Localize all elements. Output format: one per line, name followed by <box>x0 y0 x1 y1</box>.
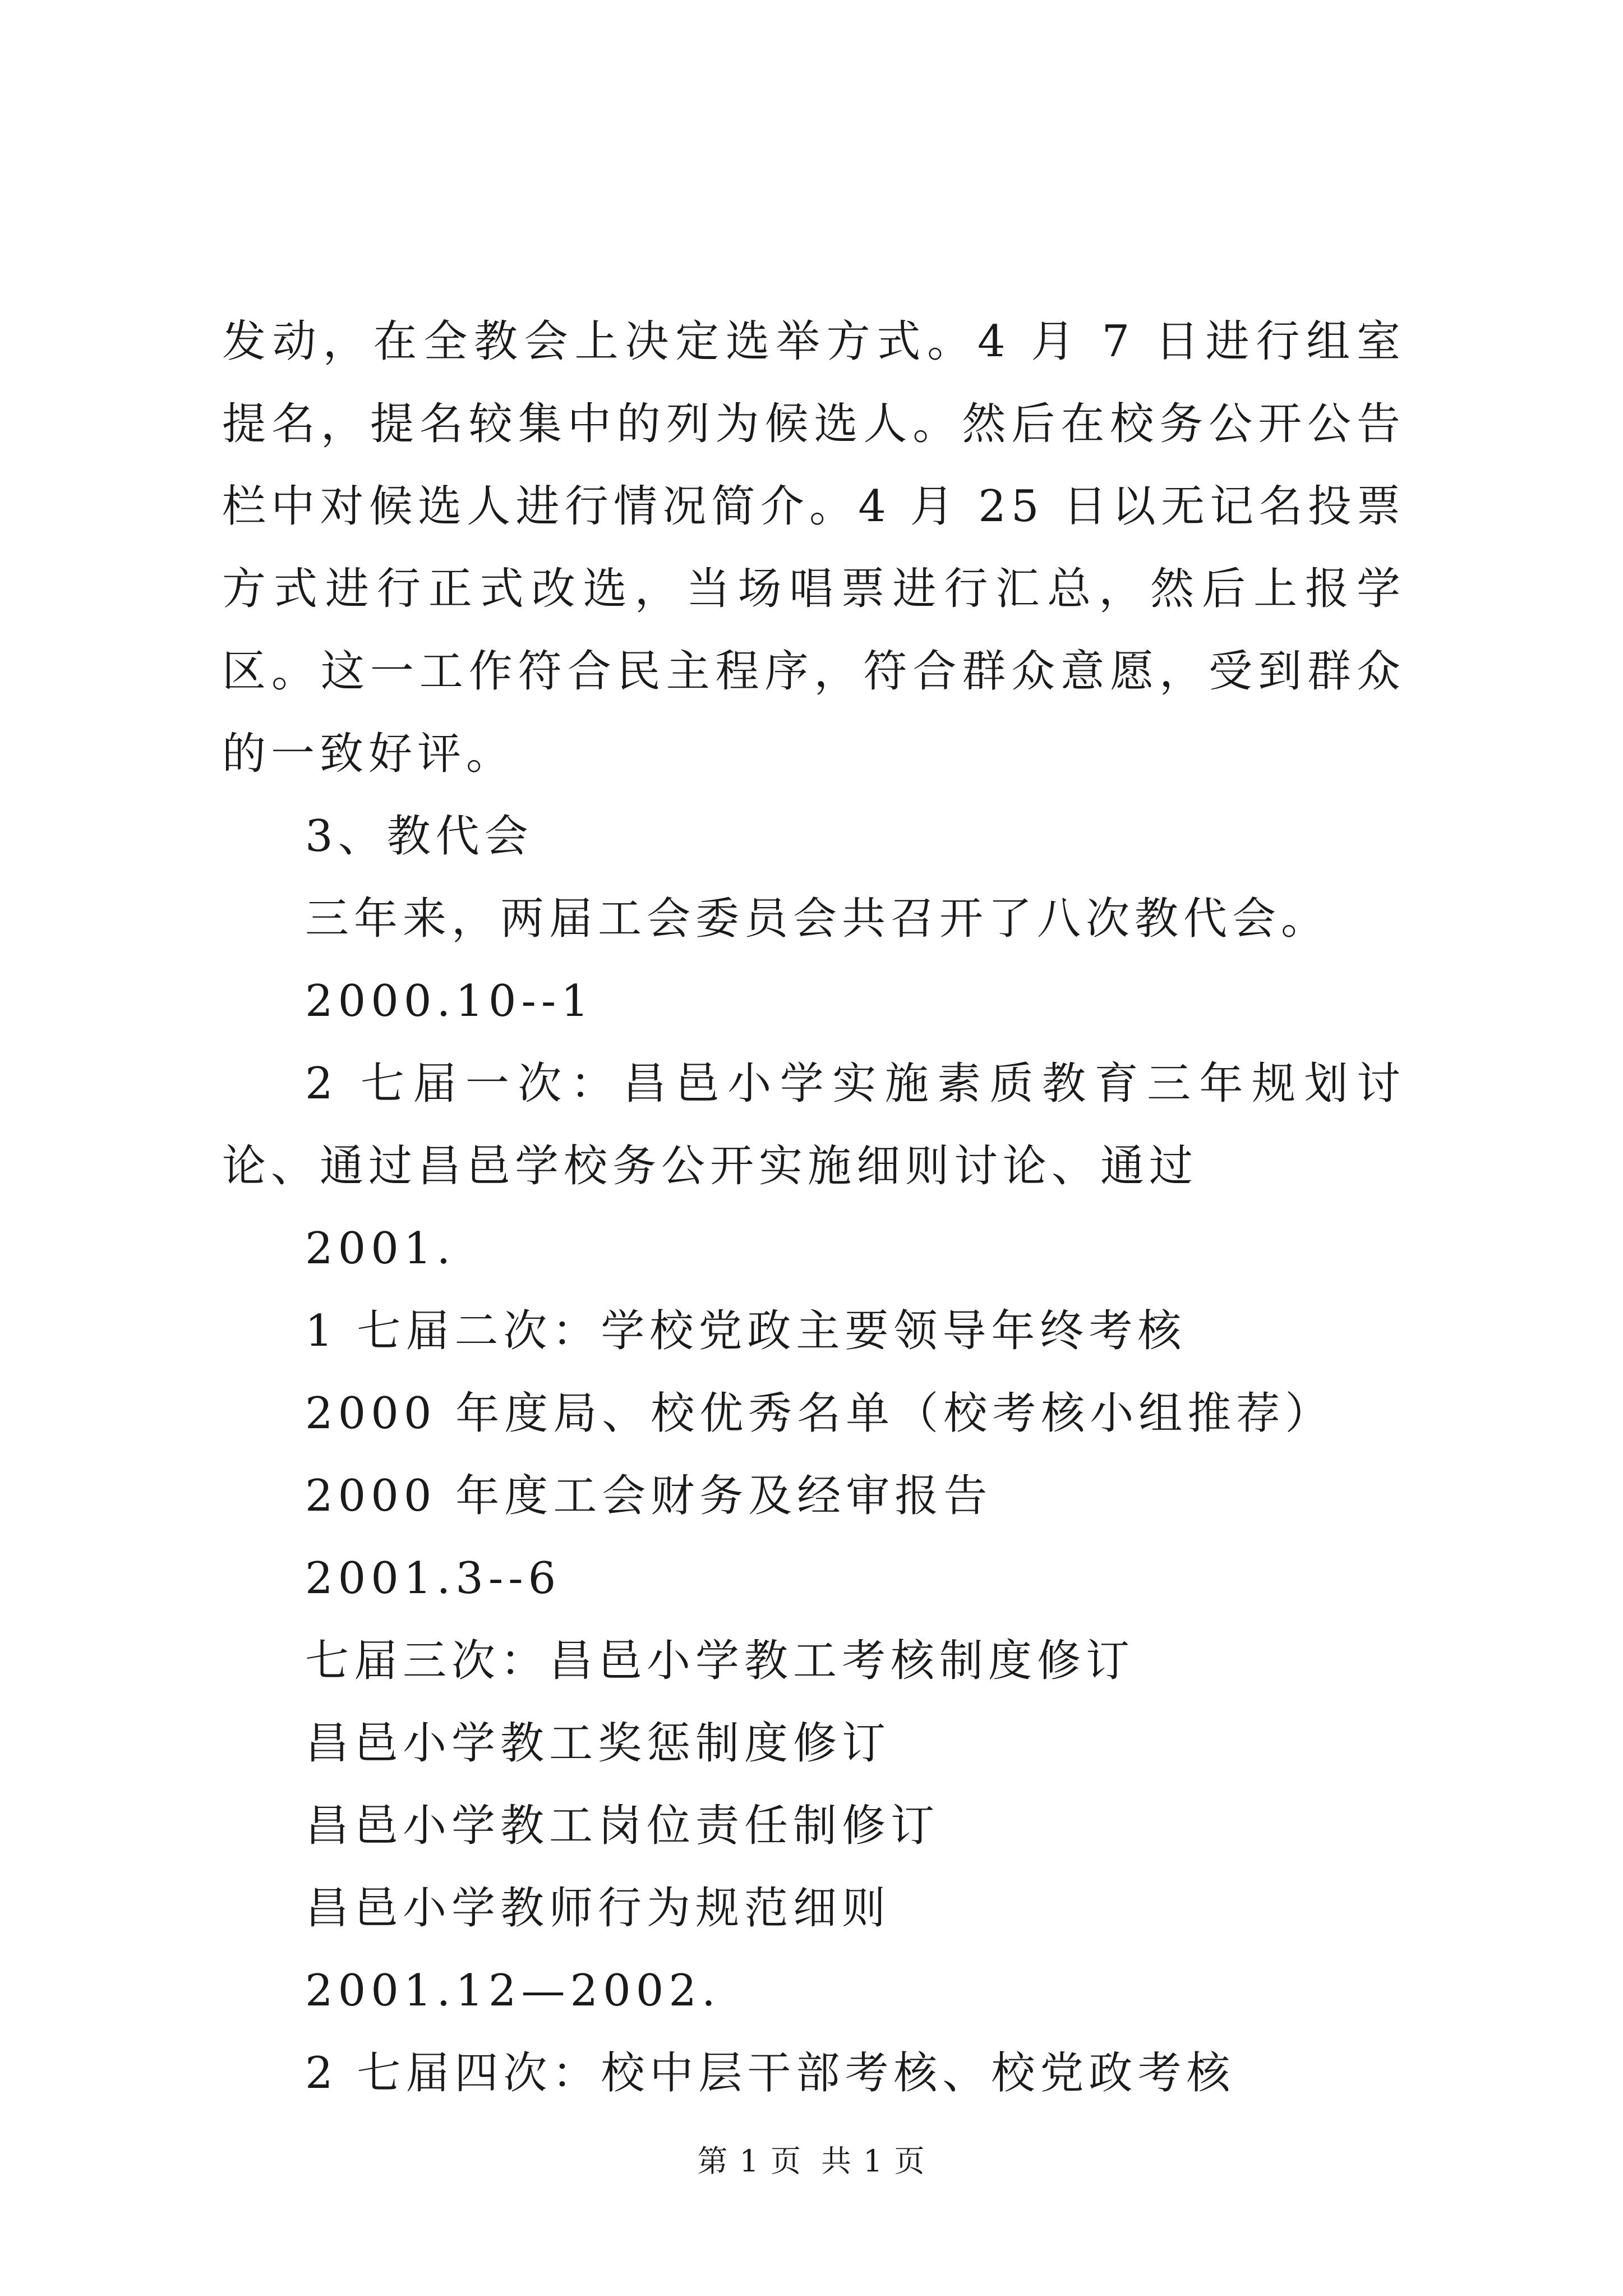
agenda-item: 2000 年度工会财务及经审报告 <box>305 1471 993 1521</box>
session-item: 1 七届二次：学校党政主要领导年终考核 <box>305 1306 1187 1356</box>
page-number: 第 1 页 <box>697 2143 802 2179</box>
paragraph-election-process: 发动，在全教会上决定选举方式。4 月 7 日进行组室提名，提名较集中的列为候选人。然后在校务公开公告栏中对候选人进行情况简介。4 月 25 日以无记名投票方式进行正式改选，当场唱票进行汇总，然后上报学区。这一工作符合民主程序，符合群众意愿，受到群众的一致好评。 <box>222 316 1405 779</box>
date-line: 2001. <box>305 1223 456 1274</box>
agenda-item: 昌邑小学教工岗位责任制修订 <box>305 1801 940 1851</box>
date-line: 2000.10--1 <box>305 976 594 1027</box>
page-footer <box>0 2142 1623 2181</box>
agenda-item: 昌邑小学教师行为规范细则 <box>305 1883 891 1934</box>
date-line: 2001.3--6 <box>305 1553 561 1604</box>
session-item: 七届三次：昌邑小学教工考核制度修订 <box>305 1636 1135 1686</box>
paragraph-summary: 三年来，两届工会委员会共召开了八次教代会。 <box>305 894 1330 944</box>
page-total: 共 1 页 <box>821 2143 926 2179</box>
section-heading-teacher-congress: 3、教代会 <box>305 811 533 862</box>
date-line: 2001.12—2002. <box>305 1966 721 2016</box>
agenda-item: 昌邑小学教工奖惩制度修订 <box>305 1718 891 1769</box>
agenda-item: 2000 年度局、校优秀名单（校考核小组推荐） <box>305 1388 1334 1439</box>
session-item: 2 七届一次：昌邑小学实施素质教育三年规划讨论、通过昌邑学校务公开实施细则讨论、通过 <box>222 1059 1405 1191</box>
document-body <box>222 301 1405 2115</box>
session-item: 2 七届四次：校中层干部考核、校党政考核 <box>305 2048 1235 2099</box>
